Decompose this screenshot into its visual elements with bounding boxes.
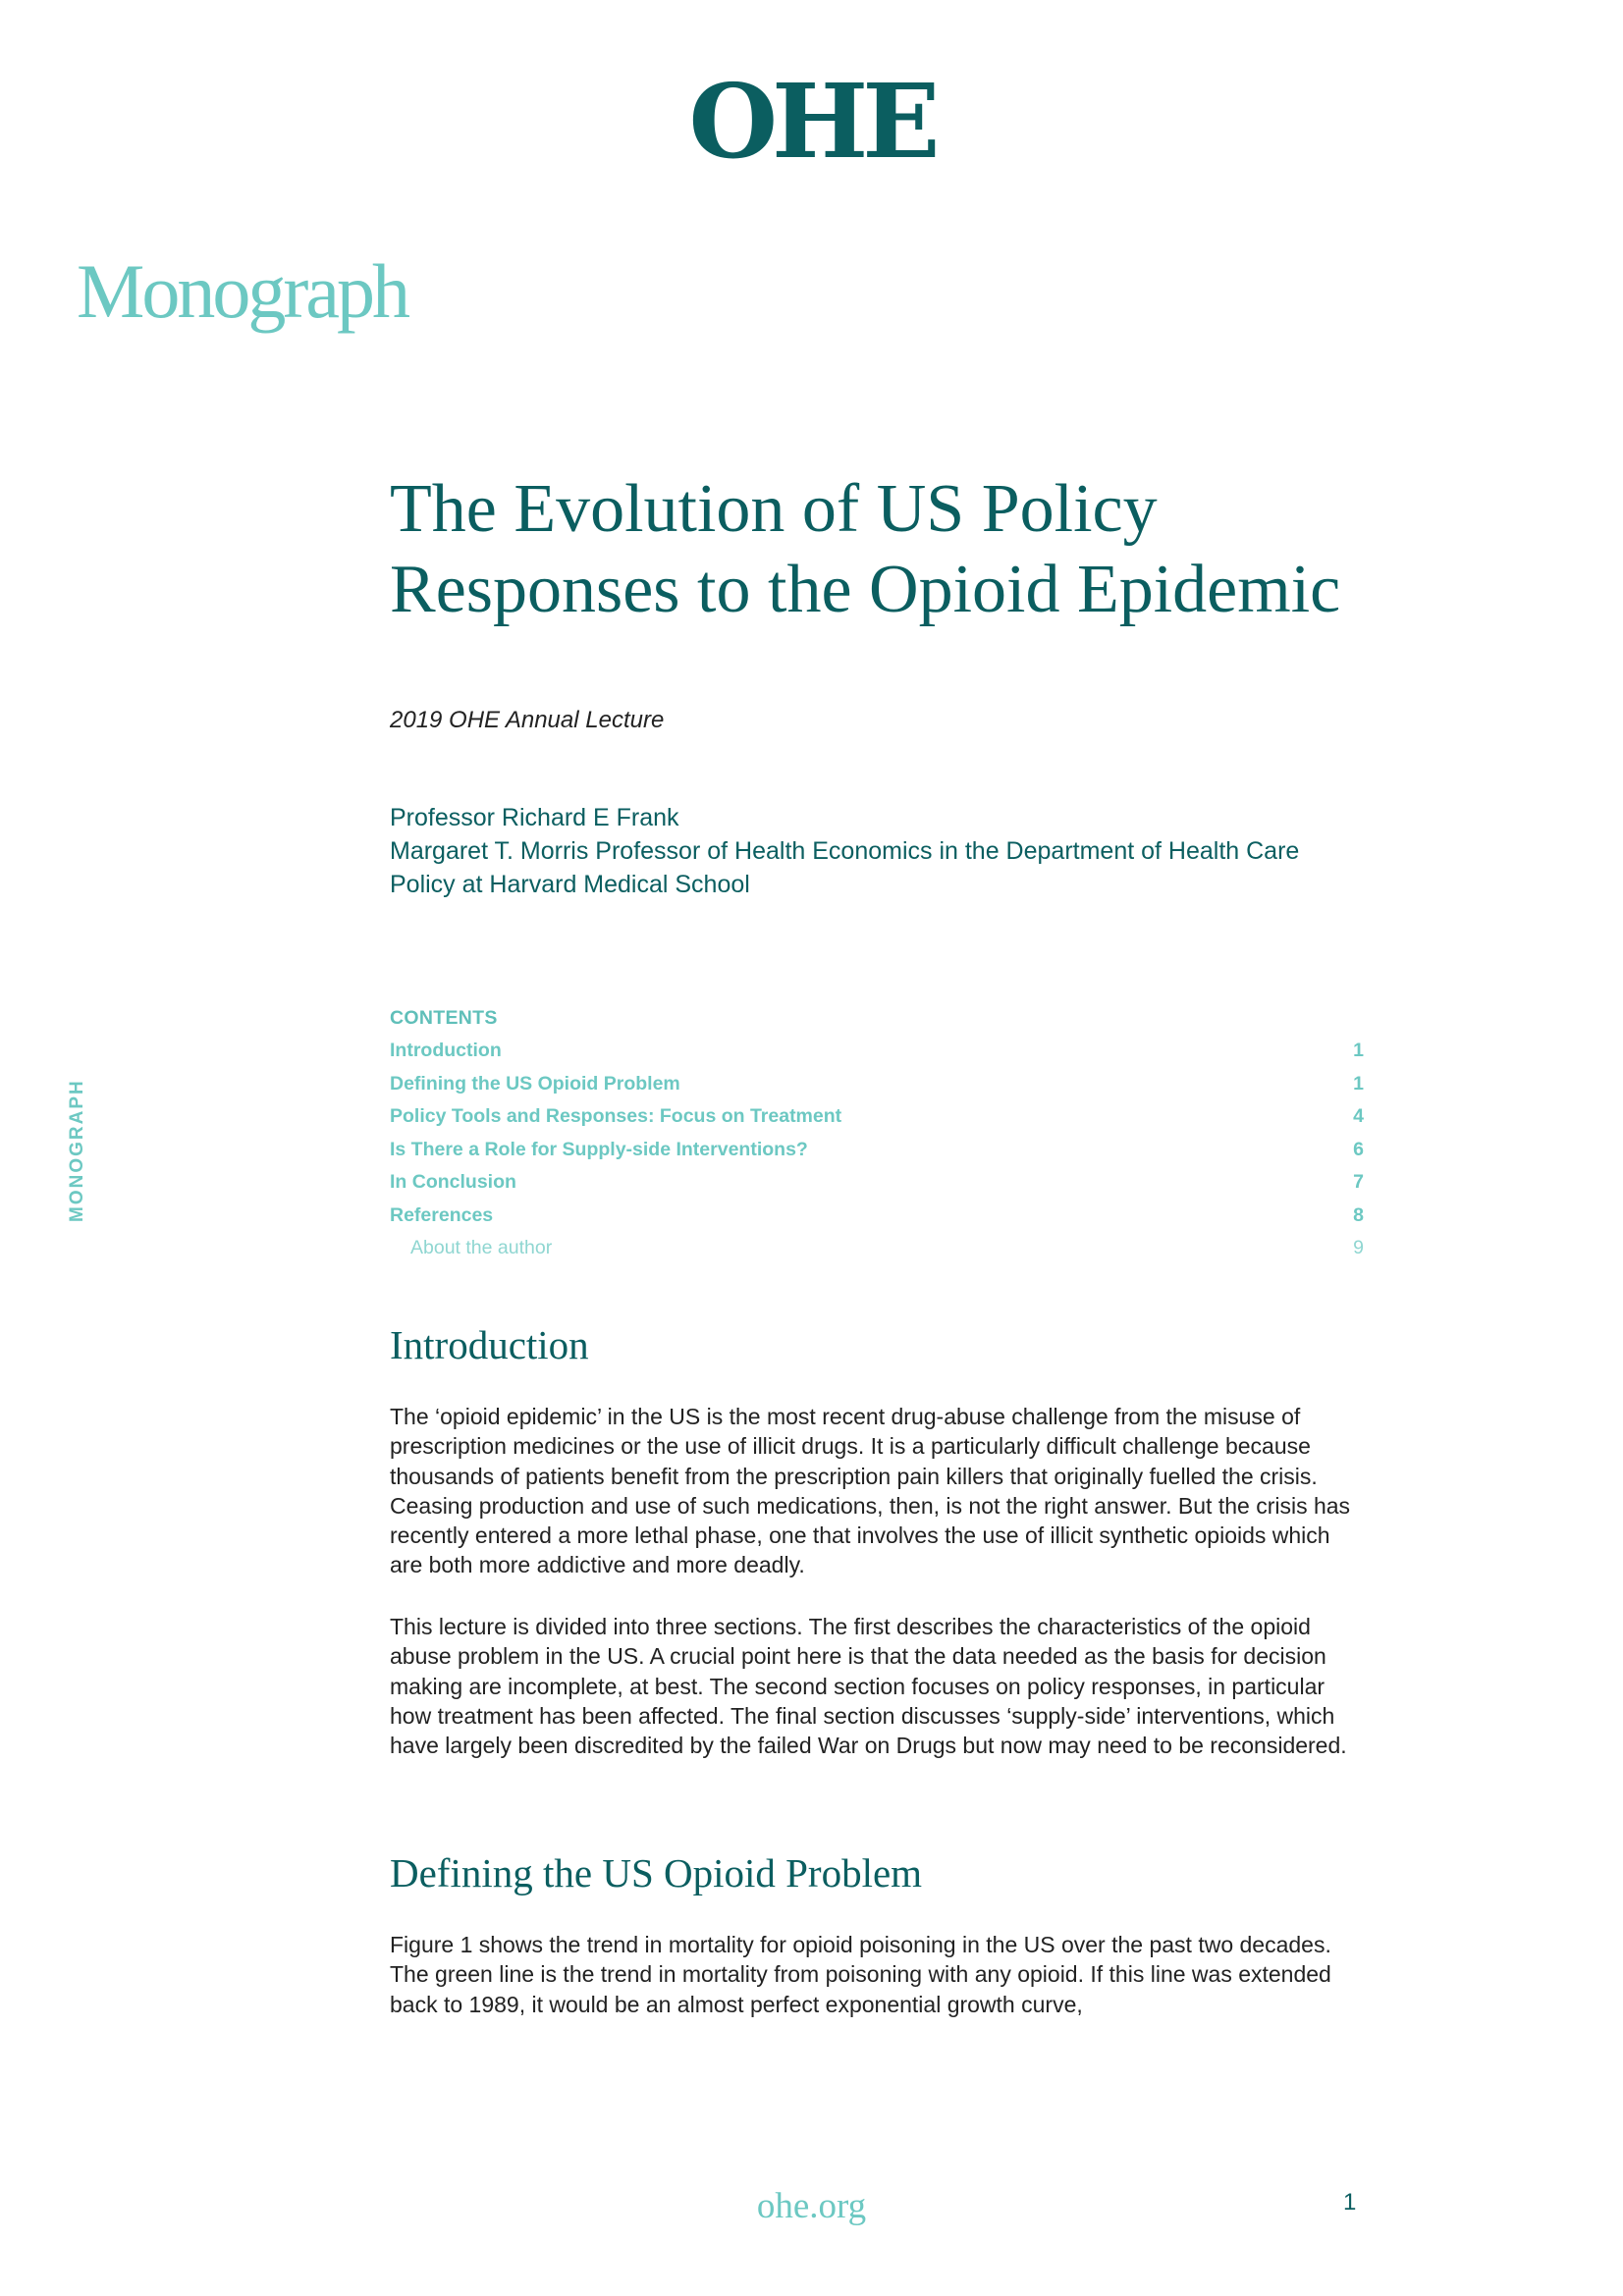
author-block — [390, 801, 1362, 901]
table-of-contents — [390, 1001, 1364, 1265]
section-heading-introduction: Introduction — [390, 1322, 589, 1367]
toc-item-about-author[interactable] — [390, 1232, 1364, 1265]
toc-item-label: In Conclusion — [390, 1171, 516, 1193]
footer-url[interactable]: ohe.org — [756, 2186, 867, 2226]
series-label: Monograph — [77, 248, 407, 334]
body-paragraph: The ‘opioid epidemic’ in the US is the most recent drug-abuse challenge from the misuse of prescription medicines or the use of illicit drugs. It is a particularly difficult challenge because thousands of patients benefit from the prescription pain killers that originally fuelled the crisis. Ceasing production and use of such medications, then, is not the right answer. But the crisis has recently entered a more lethal phase, one that involves the use of illicit synthetic opioids which are both more addictive and more deadly. — [390, 1404, 1351, 1578]
document-title — [390, 469, 1362, 630]
toc-item-references[interactable] — [390, 1200, 1364, 1233]
toc-item-page: 8 — [1353, 1203, 1364, 1226]
author-affiliation-line-2: Policy at Harvard Medical School — [390, 871, 750, 898]
toc-item-policy-tools[interactable] — [390, 1100, 1364, 1134]
ohe-logo: OHE — [688, 61, 935, 182]
toc-item-label: Policy Tools and Responses: Focus on Treatment — [390, 1105, 842, 1127]
toc-item-introduction[interactable] — [390, 1035, 1364, 1068]
toc-item-label: Introduction — [390, 1040, 502, 1061]
toc-item-page: 4 — [1353, 1105, 1364, 1127]
toc-item-label: References — [390, 1203, 494, 1226]
document-title-line-1: The Evolution of US Policy — [390, 471, 1158, 547]
toc-heading: CONTENTS — [390, 1007, 498, 1029]
toc-item-page: 1 — [1353, 1072, 1364, 1095]
lecture-subtitle: 2019 OHE Annual Lecture — [390, 707, 665, 733]
toc-item-page: 9 — [1353, 1237, 1364, 1258]
body-paragraph: This lecture is divided into three sections. The first describes the characteristics of the opioid abuse problem in the US. A crucial point here is that the data needed as the basis for decision making are incomplete, at best. The second section focuses on policy responses, in particular how treatment has been affected. The final section discusses ‘supply-side’ interventions, which have largely been discredited by the failed War on Drugs but now may need to be reconsidered. — [390, 1614, 1347, 1759]
document-title-line-2: Responses to the Opioid Epidemic — [390, 552, 1341, 627]
toc-item-defining[interactable] — [390, 1068, 1364, 1101]
toc-item-label: About the author — [410, 1237, 553, 1258]
toc-item-label: Defining the US Opioid Problem — [390, 1072, 680, 1095]
toc-item-label: Is There a Role for Supply-side Interventions? — [390, 1138, 808, 1160]
toc-item-page: 7 — [1353, 1171, 1364, 1193]
body-paragraph: Figure 1 shows the trend in mortality for opioid poisoning in the US over the past two decades. The green line is the trend in mortality from poisoning with any opioid. If this line was extended back to 1989, it would be an almost perfect exponential growth curve, — [390, 1932, 1331, 2017]
toc-item-conclusion[interactable] — [390, 1166, 1364, 1200]
toc-item-page: 6 — [1353, 1138, 1364, 1160]
section-heading-defining: Defining the US Opioid Problem — [390, 1850, 923, 1896]
toc-item-page: 1 — [1353, 1040, 1364, 1061]
author-affiliation-line-1: Margaret T. Morris Professor of Health Economics in the Department of Health Care — [390, 837, 1300, 865]
side-label: MONOGRAPH — [67, 1079, 87, 1222]
author-name: Professor Richard E Frank — [390, 804, 679, 831]
page-number: 1 — [1343, 2189, 1357, 2216]
toc-item-supply-side[interactable] — [390, 1134, 1364, 1167]
